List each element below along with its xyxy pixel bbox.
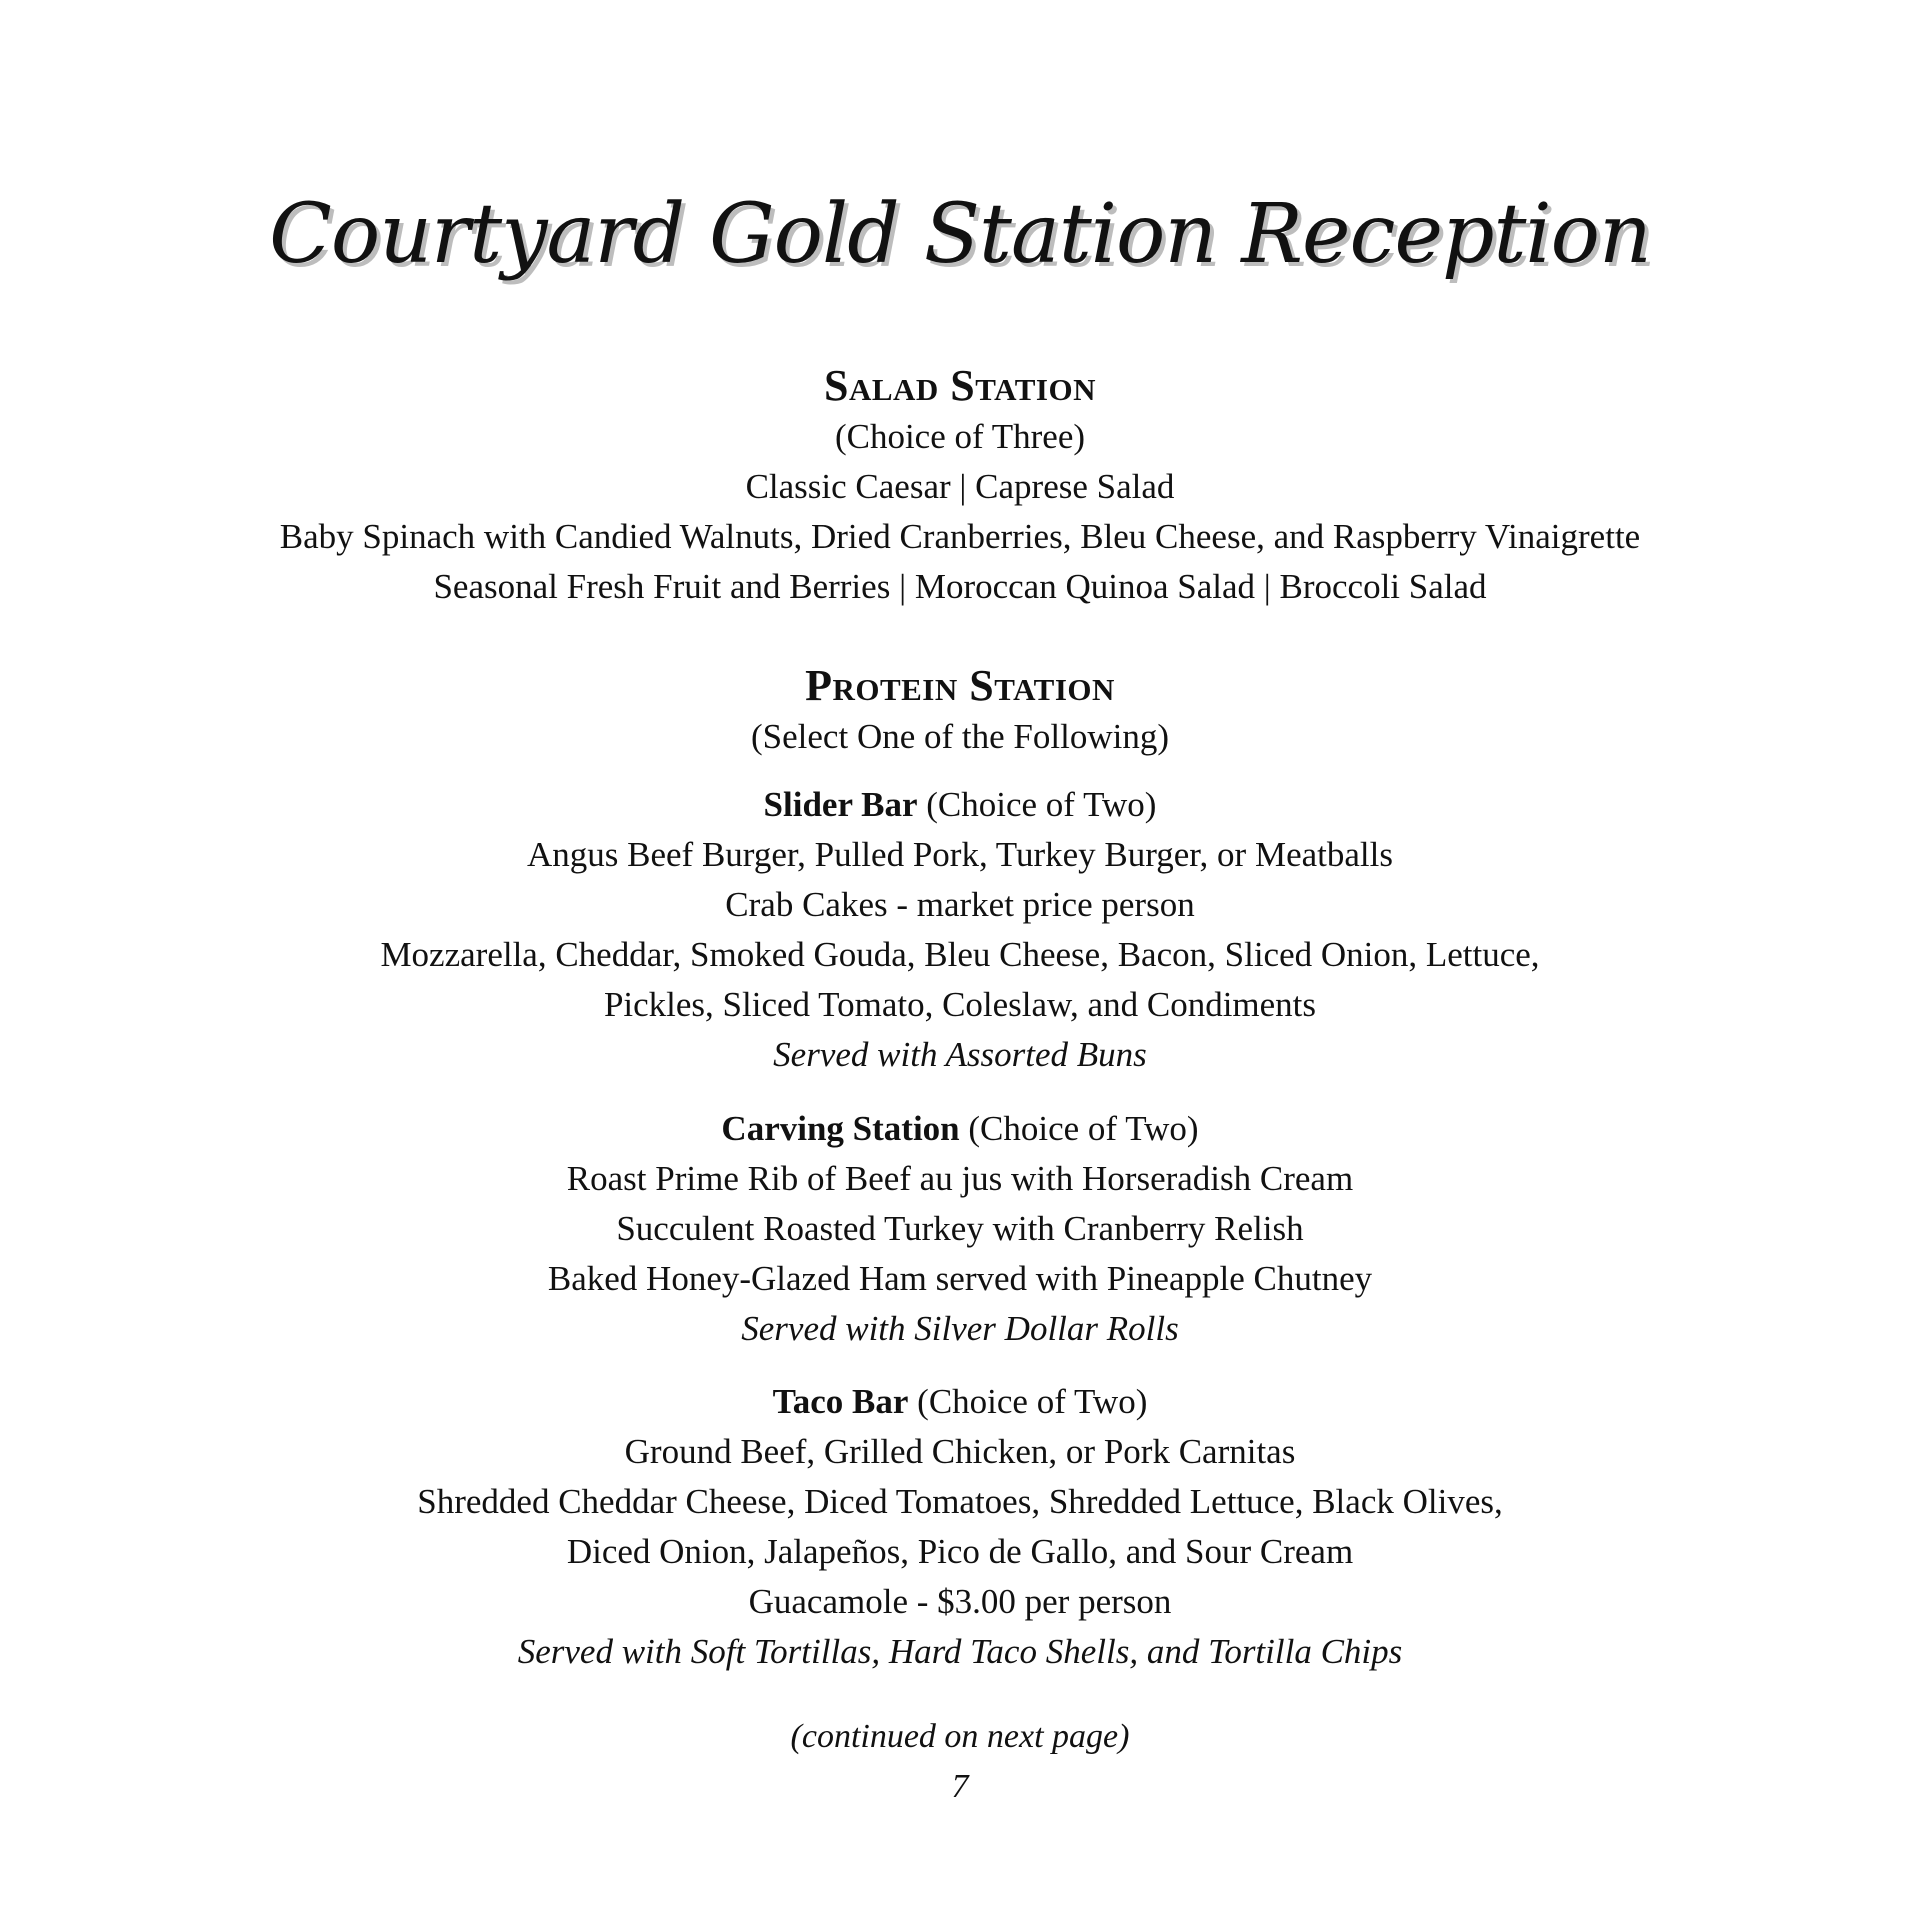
protein-station-heading: Protein Station bbox=[805, 661, 1115, 710]
continued-note: (continued on next page) bbox=[790, 1718, 1130, 1755]
taco-bar-heading bbox=[0, 1377, 1920, 1427]
protein-station-section bbox=[0, 660, 1920, 762]
slider-bar-section bbox=[0, 780, 1920, 1080]
taco-line-1: Ground Beef, Grilled Chicken, or Pork Carnitas bbox=[624, 1432, 1296, 1471]
salad-station-heading: Salad Station bbox=[824, 361, 1096, 410]
slider-line-4: Pickles, Sliced Tomato, Coleslaw, and Condiments bbox=[603, 985, 1317, 1024]
taco-served-note: Served with Soft Tortillas, Hard Taco Shells, and Tortilla Chips bbox=[517, 1632, 1403, 1671]
slider-line-1: Angus Beef Burger, Pulled Pork, Turkey Burger, or Meatballs bbox=[527, 835, 1393, 874]
salad-line-2: Baby Spinach with Candied Walnuts, Dried Cranberries, Bleu Cheese, and Raspberry Vinaigrette bbox=[279, 517, 1641, 556]
slider-line-3: Mozzarella, Cheddar, Smoked Gouda, Bleu Cheese, Bacon, Sliced Onion, Lettuce, bbox=[380, 935, 1540, 974]
taco-bar-section bbox=[0, 1377, 1920, 1677]
carving-station-section bbox=[0, 1104, 1920, 1354]
carving-station-choice: (Choice of Two) bbox=[968, 1109, 1199, 1148]
page-title: Courtyard Gold Station Reception bbox=[269, 187, 1651, 282]
taco-bar-choice: (Choice of Two) bbox=[917, 1382, 1148, 1421]
carving-line-1: Roast Prime Rib of Beef au jus with Horseradish Cream bbox=[566, 1159, 1354, 1198]
slider-bar-heading bbox=[0, 780, 1920, 830]
taco-line-3: Diced Onion, Jalapeños, Pico de Gallo, and Sour Cream bbox=[566, 1532, 1354, 1571]
page-number: 7 bbox=[951, 1768, 969, 1805]
taco-line-4: Guacamole - $3.00 per person bbox=[748, 1582, 1172, 1621]
carving-line-2: Succulent Roasted Turkey with Cranberry Relish bbox=[616, 1209, 1304, 1248]
slider-bar-choice: (Choice of Two) bbox=[926, 785, 1157, 824]
slider-served-note: Served with Assorted Buns bbox=[773, 1035, 1147, 1074]
carving-served-note: Served with Silver Dollar Rolls bbox=[741, 1309, 1179, 1348]
salad-line-1: Classic Caesar | Caprese Salad bbox=[745, 467, 1175, 506]
slider-line-2: Crab Cakes - market price person bbox=[725, 885, 1195, 924]
salad-station-section bbox=[0, 360, 1920, 612]
slider-bar-name: Slider Bar bbox=[763, 785, 918, 824]
protein-station-note: (Select One of the Following) bbox=[751, 717, 1169, 756]
taco-bar-name: Taco Bar bbox=[772, 1382, 909, 1421]
salad-line-3: Seasonal Fresh Fruit and Berries | Moroccan Quinoa Salad | Broccoli Salad bbox=[433, 567, 1487, 606]
carving-station-name: Carving Station bbox=[721, 1109, 960, 1148]
carving-line-3: Baked Honey-Glazed Ham served with Pineapple Chutney bbox=[547, 1259, 1373, 1298]
taco-line-2: Shredded Cheddar Cheese, Diced Tomatoes, Shredded Lettuce, Black Olives, bbox=[417, 1482, 1503, 1521]
carving-station-heading bbox=[0, 1104, 1920, 1154]
salad-station-note: (Choice of Three) bbox=[834, 417, 1086, 456]
